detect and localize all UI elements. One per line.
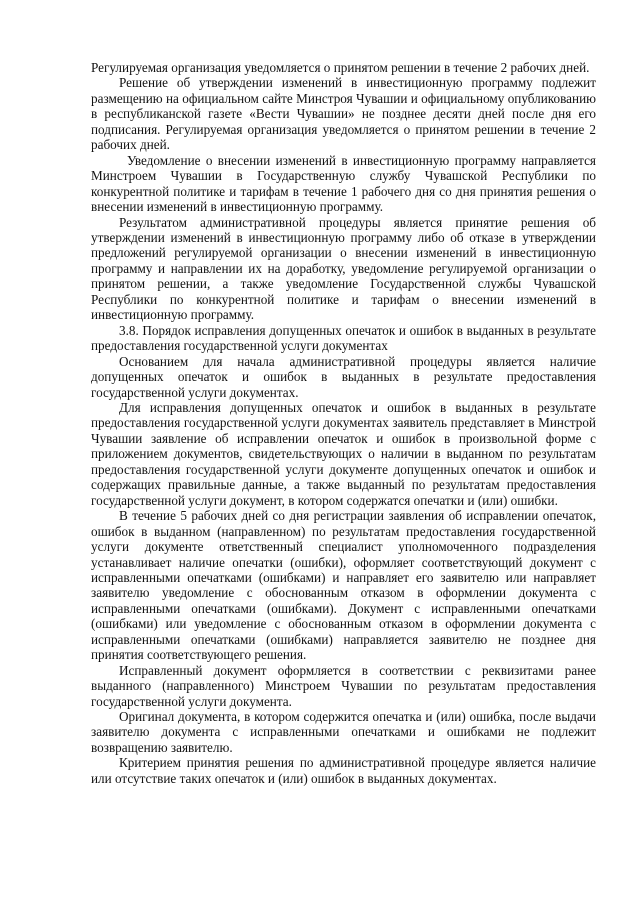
paragraph-application: Для исправления допущенных опечаток и ошибок в выданных в результате предоставления государственной услуги документах заявитель представляет в Минстрой Чувашии заявление об исправлении опечаток и ошибок в произвольной форме с приложением документов, свидетельствующих о наличии в выданном по результатам предоставления государственной услуги документе допущенных опечаток и ошибок и содержащих правильные данные, а также выданный по результатам предоставления государственной услуги документ, в котором содержатся опечатки и (или) ошибки.	[91, 399, 596, 508]
paragraph-criterion: Критерием принятия решения по административной процедуре является наличие или отсутствие таких опечаток и (или) ошибок в выданных документах.	[91, 755, 596, 786]
paragraph-notice-of-changes: Уведомление о внесении изменений в инвестиционную программу направляется Минстроем Чувашии в Государственную службу Чувашской Республики по конкурентной политике и тарифам в течение 1 рабочего дня со дня принятия решения о внесении изменений в инвестиционную программу.	[91, 152, 596, 215]
paragraph-five-days: В течение 5 рабочих дней со дня регистрации заявления об исправлении опечаток, ошибок в выданном (направленном) по результатам предоставления государственной услуги документе ответственный специалист уполномоченного подразделения устанавливает наличие опечатки (ошибки), оформляет соответствующий документ с исправленными опечатками (ошибками) и направляет его заявителю или направляет заявителю уведомление с обоснованным отказом в оформлении документа с исправленными опечатками (ошибками). Документ с исправленными опечатками (ошибками) или уведомление с обоснованным отказом в оформлении документа с исправленными опечатками (ошибками) направляется заявителю не позднее дня принятия соответствующего решения.	[91, 508, 596, 663]
paragraph-corrected-document: Исправленный документ оформляется в соответствии с реквизитами ранее выданного (направленного) Минстроем Чувашии по результатам предоставления государственной услуги документа.	[91, 662, 596, 709]
paragraph-original-document: Оригинал документа, в котором содержится опечатка и (или) ошибка, после выдачи заявителю документа с исправленными опечатками и ошибками не подлежит возвращению заявителю.	[91, 709, 596, 755]
paragraph-result: Результатом административной процедуры является принятие решения об утверждении изменений в инвестиционную программу либо об отказе в утверждении предложений регулируемой организации о внесении изменений в инвестиционную программу и направлении их на доработку, уведомление регулируемой организации о принятом решении, а также уведомление Государственной службы Чувашской Республики по конкурентной политике и тарифам о внесении изменений в инвестиционную программу.	[91, 214, 596, 323]
paragraph-notification-continuation: Регулируемая организация уведомляется о принятом решении в течение 2 рабочих дней.	[91, 60, 590, 75]
paragraph-basis: Основанием для начала административной процедуры является наличие допущенных опечаток и ошибок в выданных в результате предоставления государственной услуги документах.	[91, 353, 596, 400]
document-body	[91, 60, 596, 786]
paragraph-publication: Решение об утверждении изменений в инвестиционную программу подлежит размещению на официальном сайте Минстроя Чувашии и официальному опубликованию в республиканской газете «Вести Чувашии» не позднее десяти дней после дня его подписания. Регулируемая организация уведомляется о принятом решении в течение 2 рабочих дней.	[91, 75, 596, 153]
section-heading-3-8: 3.8. Порядок исправления допущенных опечаток и ошибок в выданных в результате предоставления государственной услуги документах	[91, 322, 596, 354]
